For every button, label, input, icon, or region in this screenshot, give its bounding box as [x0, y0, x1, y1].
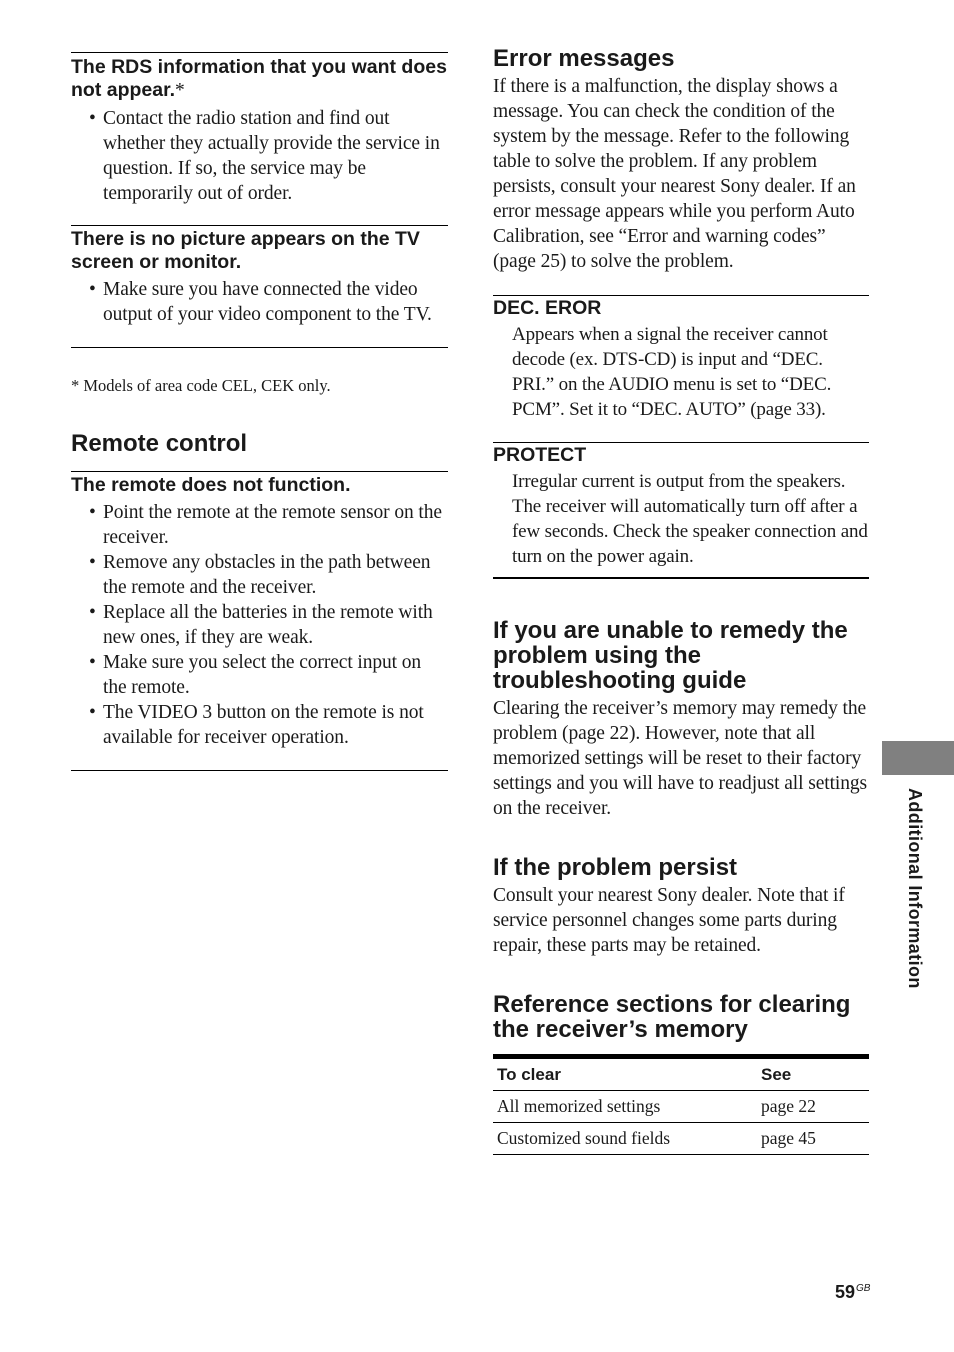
unable-text: Clearing the receiver’s memory may remedy the problem (page 22). However, note that all memorized settings will be reset to their factory settings and you will have to readjust all settings on the receiver. [493, 698, 868, 819]
column-header: See [757, 1057, 869, 1091]
table-cell: page 22 [757, 1091, 869, 1123]
error-description: Appears when a signal the receiver cannot decode (ex. DTS-CD) is input and “DEC. PRI.” on the AUDIO menu is set to “DEC. PCM”. Set it to “DEC. AUTO” (page 33). [512, 324, 832, 420]
list-item: • Contact the radio station and find out whether they actually provide the service in question. If so, the service may be temporarily out of order. [103, 106, 448, 206]
rds-list [71, 106, 448, 206]
picture-list [71, 277, 448, 327]
page-region-suffix: GB [856, 1283, 871, 1294]
divider [493, 295, 869, 296]
divider [71, 225, 448, 226]
list-item: • Replace all the batteries in the remote with new ones, if they are weak. [103, 600, 448, 650]
right-column [493, 0, 869, 1155]
section-tab-marker [882, 741, 954, 775]
error-description: Irregular current is output from the speakers. The receiver will automatically turn off after a few seconds. Check the speaker connection and turn on the power again. [512, 471, 868, 567]
divider [71, 471, 448, 472]
rds-question-text: The RDS information that you want does not appear. [71, 56, 447, 101]
table-cell: page 45 [757, 1123, 869, 1155]
page-number-value: 59 [835, 1282, 856, 1302]
divider [493, 442, 869, 443]
divider [71, 52, 448, 53]
remote-control-heading: Remote control [71, 430, 248, 457]
footnote-marker: * [175, 80, 185, 101]
picture-question: There is no picture appears on the TV screen or monitor. [71, 228, 420, 273]
column-header: To clear [493, 1057, 757, 1091]
table-header-row [493, 1057, 869, 1091]
error-intro: If there is a malfunction, the display shows a message. You can check the condition of the system by the message. Refer to the following table to solve the problem. If any problem persists, consult your nearest Sony dealer. If an error message appears while you perform Auto Calibration, see “Error and warning codes” (page 25) to solve the problem. [493, 76, 856, 272]
list-item: • Remove any obstacles in the path between the remote and the receiver. [103, 550, 448, 600]
error-term: DEC. EROR [493, 297, 602, 319]
table-cell: All memorized settings [493, 1091, 757, 1123]
table-cell: Customized sound fields [493, 1123, 757, 1155]
list-item: • Make sure you have connected the video output of your video component to the TV. [103, 277, 448, 327]
section-side-label: Additional Information [905, 788, 925, 989]
persist-heading: If the problem persist [493, 854, 738, 881]
reference-heading: Reference sections for clearing the receiver’s memory [493, 991, 851, 1043]
unable-heading: If you are unable to remedy the problem using the troubleshooting guide [493, 617, 848, 694]
footnote: * Models of area code CEL, CEK only. [71, 376, 331, 395]
reference-table [493, 1054, 869, 1155]
list-item: • Point the remote at the remote sensor on the receiver. [103, 500, 448, 550]
error-term: PROTECT [493, 444, 587, 466]
persist-text: Consult your nearest Sony dealer. Note that if service personnel changes some parts during repair, these parts may be retained. [493, 885, 845, 956]
rds-question [71, 56, 448, 102]
left-column [71, 0, 448, 771]
remote-question: The remote does not function. [71, 474, 351, 496]
table-row [493, 1123, 869, 1155]
list-item: • The VIDEO 3 button on the remote is not available for receiver operation. [103, 700, 448, 750]
page-number [835, 1282, 870, 1303]
list-item: • Make sure you select the correct input on the remote. [103, 650, 448, 700]
remote-list [71, 500, 448, 750]
divider [71, 347, 448, 348]
divider [493, 577, 869, 579]
table-row [493, 1091, 869, 1123]
divider [71, 770, 448, 771]
error-messages-heading: Error messages [493, 45, 675, 72]
